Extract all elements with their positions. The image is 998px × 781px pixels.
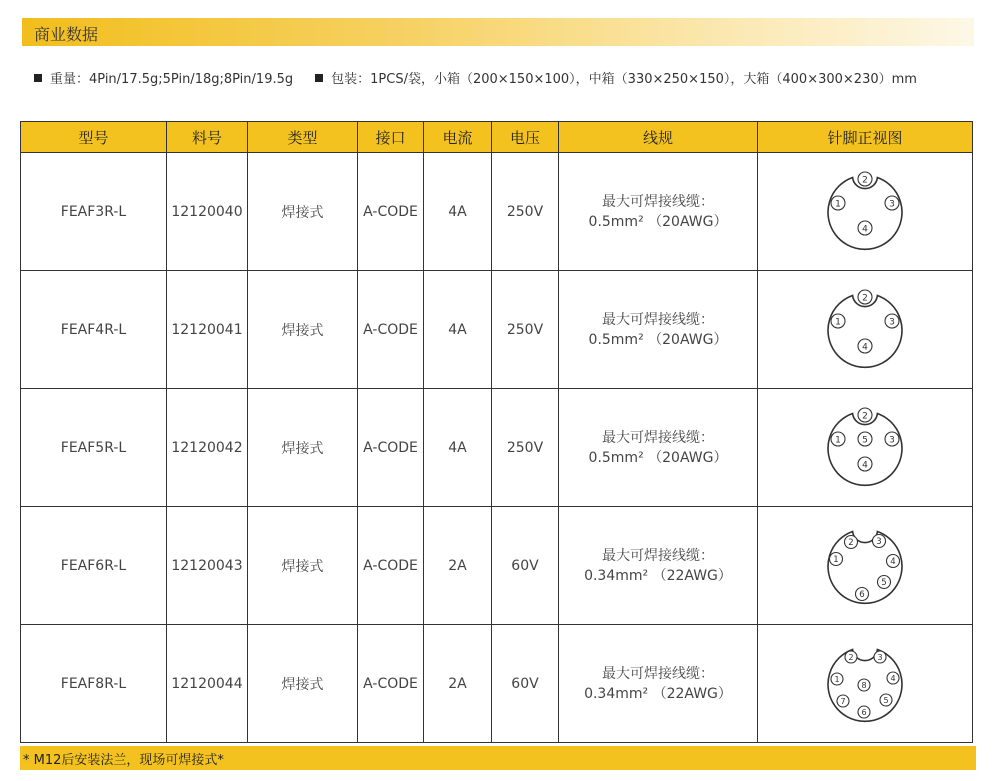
wire-gauge-value: 0.5mm² （20AWG） <box>588 213 728 230</box>
spec-table <box>20 121 973 743</box>
svg-text:3: 3 <box>889 199 895 209</box>
pin <box>831 673 843 685</box>
pinout-cell <box>758 507 973 625</box>
voltage-cell: 60V <box>492 625 559 743</box>
wire-gauge-label: 最大可焊接线缆： <box>602 665 714 682</box>
voltage-cell: 60V <box>492 507 559 625</box>
pin <box>858 221 872 235</box>
current-cell: 4A <box>424 389 492 507</box>
table-row <box>21 389 973 507</box>
pin <box>880 694 892 706</box>
svg-text:2: 2 <box>848 652 854 662</box>
svg-text:3: 3 <box>877 652 883 662</box>
pin <box>858 457 872 471</box>
pin <box>858 290 872 304</box>
type-cell: 焊接式 <box>248 625 358 743</box>
pin <box>858 432 872 446</box>
header-part-number: 料号 <box>167 122 248 153</box>
weight-spec: 重量：4Pin/17.5g;5Pin/18g;8Pin/19.5g <box>50 72 294 87</box>
pin <box>845 651 857 663</box>
svg-text:1: 1 <box>835 317 841 327</box>
svg-text:6: 6 <box>861 707 867 717</box>
part-number-cell: 12120044 <box>167 625 248 743</box>
table-row <box>21 153 973 271</box>
current-cell: 2A <box>424 507 492 625</box>
connector-pinout-diagram <box>820 521 910 611</box>
wire-gauge-label: 最大可焊接线缆： <box>602 311 714 328</box>
pin <box>831 314 845 328</box>
connector-outline <box>828 413 902 485</box>
svg-text:2: 2 <box>848 537 854 548</box>
svg-text:5: 5 <box>862 435 868 445</box>
pin <box>831 196 845 210</box>
part-number-cell: 12120041 <box>167 271 248 389</box>
part-number-cell: 12120043 <box>167 507 248 625</box>
svg-text:1: 1 <box>835 435 841 445</box>
interface-cell: A-CODE <box>358 153 424 271</box>
wire-gauge-cell <box>559 271 758 389</box>
connector-pinout-diagram <box>820 403 910 493</box>
svg-text:6: 6 <box>859 589 865 600</box>
svg-text:4: 4 <box>862 224 868 234</box>
wire-gauge-label: 最大可焊接线缆： <box>602 429 714 446</box>
spec-line <box>34 68 917 87</box>
packaging-spec: 包装：1PCS/袋，小箱（200×150×100），中箱（330×250×150），大箱（400×300×230）mm <box>331 72 917 87</box>
model-cell: FEAF8R-L <box>21 625 167 743</box>
wire-gauge-label: 最大可焊接线缆： <box>602 547 714 564</box>
pin <box>887 554 900 567</box>
connector-outline <box>828 295 902 367</box>
wire-gauge-cell <box>559 153 758 271</box>
wire-gauge-value: 0.5mm² （20AWG） <box>588 331 728 348</box>
svg-text:5: 5 <box>883 695 889 705</box>
svg-text:4: 4 <box>862 460 868 470</box>
table-row <box>21 271 973 389</box>
footer-note: * M12后安装法兰，现场可焊接式* <box>23 753 224 768</box>
wire-gauge-value: 0.34mm² （22AWG） <box>584 685 732 702</box>
svg-text:3: 3 <box>889 435 895 445</box>
part-number-cell: 12120040 <box>167 153 248 271</box>
pin <box>885 314 899 328</box>
type-cell: 焊接式 <box>248 507 358 625</box>
type-cell: 焊接式 <box>248 153 358 271</box>
header-current: 电流 <box>424 122 492 153</box>
pin <box>845 535 858 548</box>
pinout-cell <box>758 153 973 271</box>
pin <box>858 172 872 186</box>
wire-gauge-value: 0.5mm² （20AWG） <box>588 449 728 466</box>
pin <box>878 575 891 588</box>
pin <box>887 672 899 684</box>
connector-pinout-diagram <box>820 167 910 257</box>
pin <box>858 679 870 691</box>
pin <box>830 552 843 565</box>
table-row <box>21 507 973 625</box>
header-model: 型号 <box>21 122 167 153</box>
svg-text:1: 1 <box>835 199 841 209</box>
type-cell: 焊接式 <box>248 389 358 507</box>
bullet-square-icon <box>34 74 42 82</box>
header-voltage: 电压 <box>492 122 559 153</box>
model-cell: FEAF3R-L <box>21 153 167 271</box>
current-cell: 4A <box>424 271 492 389</box>
svg-text:7: 7 <box>840 696 846 706</box>
pin <box>837 695 849 707</box>
interface-cell: A-CODE <box>358 507 424 625</box>
svg-text:2: 2 <box>862 293 868 303</box>
pin <box>885 196 899 210</box>
part-number-cell: 12120042 <box>167 389 248 507</box>
pin <box>858 706 870 718</box>
connector-pinout-diagram <box>820 639 910 729</box>
pin <box>831 432 845 446</box>
header-wire-gauge: 线规 <box>559 122 758 153</box>
svg-text:1: 1 <box>834 674 840 684</box>
section-title: 商业数据 <box>34 25 99 44</box>
model-cell: FEAF6R-L <box>21 507 167 625</box>
footer-note-bar <box>20 746 976 770</box>
pin <box>858 408 872 422</box>
svg-text:3: 3 <box>889 317 895 327</box>
section-header <box>22 18 974 46</box>
wire-gauge-cell <box>559 507 758 625</box>
header-pin-view: 针脚正视图 <box>758 122 973 153</box>
connector-pinout-diagram <box>820 285 910 375</box>
svg-text:4: 4 <box>890 673 896 683</box>
pinout-cell <box>758 389 973 507</box>
svg-text:2: 2 <box>862 175 868 185</box>
voltage-cell: 250V <box>492 153 559 271</box>
wire-gauge-cell <box>559 389 758 507</box>
current-cell: 2A <box>424 625 492 743</box>
table-row <box>21 625 973 743</box>
table-header-row <box>21 122 973 153</box>
model-cell: FEAF4R-L <box>21 271 167 389</box>
pin <box>873 534 886 547</box>
wire-gauge-label: 最大可焊接线缆： <box>602 193 714 210</box>
pinout-cell <box>758 271 973 389</box>
current-cell: 4A <box>424 153 492 271</box>
interface-cell: A-CODE <box>358 271 424 389</box>
voltage-cell: 250V <box>492 271 559 389</box>
svg-text:8: 8 <box>861 680 867 690</box>
svg-text:5: 5 <box>881 577 887 588</box>
svg-text:4: 4 <box>890 556 896 567</box>
wire-gauge-cell <box>559 625 758 743</box>
pinout-cell <box>758 625 973 743</box>
interface-cell: A-CODE <box>358 389 424 507</box>
pin <box>874 651 886 663</box>
svg-text:4: 4 <box>862 342 868 352</box>
header-interface: 接口 <box>358 122 424 153</box>
header-type: 类型 <box>248 122 358 153</box>
wire-gauge-value: 0.34mm² （22AWG） <box>584 567 732 584</box>
svg-text:3: 3 <box>876 536 882 547</box>
svg-text:2: 2 <box>862 411 868 421</box>
voltage-cell: 250V <box>492 389 559 507</box>
model-cell: FEAF5R-L <box>21 389 167 507</box>
svg-text:1: 1 <box>833 554 839 565</box>
connector-outline <box>828 177 902 249</box>
pin <box>885 432 899 446</box>
interface-cell: A-CODE <box>358 625 424 743</box>
type-cell: 焊接式 <box>248 271 358 389</box>
pin <box>858 339 872 353</box>
pin <box>856 587 869 600</box>
bullet-square-icon <box>315 74 323 82</box>
